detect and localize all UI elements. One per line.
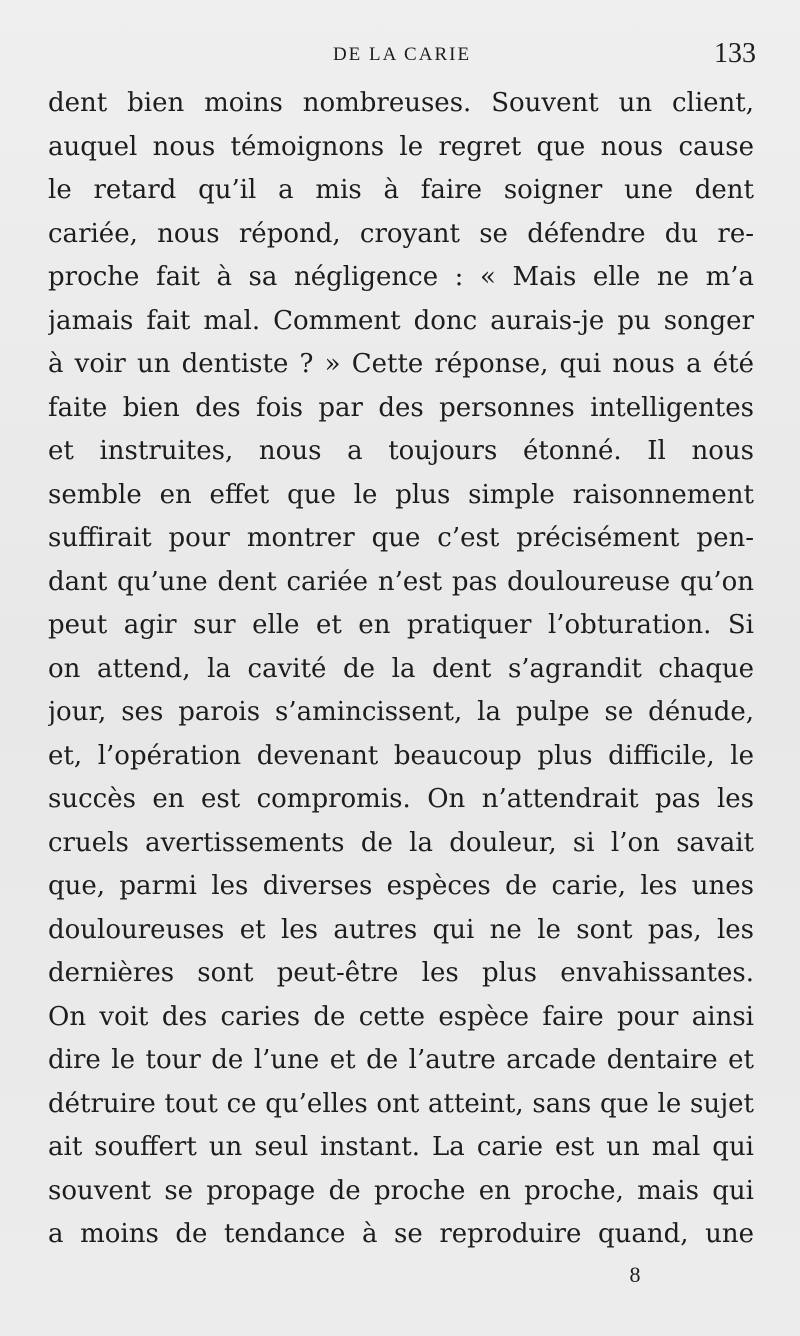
text-line: dent bien moins nombreuses. Souvent un client,: [48, 88, 754, 118]
text-line: cruels avertissements de la douleur, si l’on savait: [48, 827, 754, 858]
text-line: on attend, la cavité de la dent s’agrandit chaque: [48, 653, 754, 684]
text-line: a moins de tendance à se reproduire quand, une: [48, 1219, 754, 1249]
text-line: le retard qu’il a mis à faire soigner une dent: [48, 175, 754, 205]
text-line: douloureuses et les autres qui ne le sont pas, les: [48, 914, 754, 945]
text-line: suffirait pour montrer que c’est précisément pen-: [48, 523, 754, 553]
text-line: proche fait à sa négligence : « Mais elle ne m’a: [48, 262, 754, 292]
text-line: dant qu’une dent cariée n’est pas douloureuse qu’on: [48, 566, 754, 597]
text-line: jour, ses parois s’amincissent, la pulpe se dénude,: [48, 697, 754, 727]
text-line: cariée, nous répond, croyant se défendre du re-: [48, 218, 754, 249]
text-line: détruire tout ce qu’elles ont atteint, sans que le sujet: [48, 1088, 754, 1119]
text-line: jamais fait mal. Comment donc aurais-je pu songer: [48, 305, 754, 336]
page-header: [48, 38, 756, 78]
text-line: succès en est compromis. On n’attendrait pas les: [48, 784, 754, 814]
text-line: et, l’opération devenant beaucoup plus difficile, le: [48, 740, 754, 771]
body-text: [48, 82, 754, 1257]
text-line: ait souffert un seul instant. La carie est un mal qui: [48, 1132, 754, 1162]
running-title: DE LA CARIE: [332, 44, 472, 65]
text-line: à voir un dentiste ? » Cette réponse, qui nous a été: [48, 349, 754, 379]
text-line: dire le tour de l’une et de l’autre arcade dentaire et: [48, 1045, 754, 1075]
page-number: 133: [714, 38, 756, 69]
text-line: et instruites, nous a toujours étonné. Il nous: [48, 436, 754, 466]
text-line: dernières sont peut-être les plus envahissantes.: [48, 958, 754, 988]
text-line: On voit des caries de cette espèce faire pour ainsi: [48, 1001, 754, 1032]
text-line: que, parmi les diverses espèces de carie, les unes: [48, 871, 754, 901]
signature-mark: 8: [629, 1262, 641, 1287]
text-line: peut agir sur elle et en pratiquer l’obturation. Si: [48, 610, 754, 640]
text-line: auquel nous témoignons le regret que nous cause: [48, 131, 754, 162]
text-line: souvent se propage de proche en proche, mais qui: [48, 1175, 754, 1206]
text-line: faite bien des fois par des personnes intelligentes: [48, 392, 754, 423]
text-line: semble en effet que le plus simple raisonnement: [48, 479, 754, 510]
